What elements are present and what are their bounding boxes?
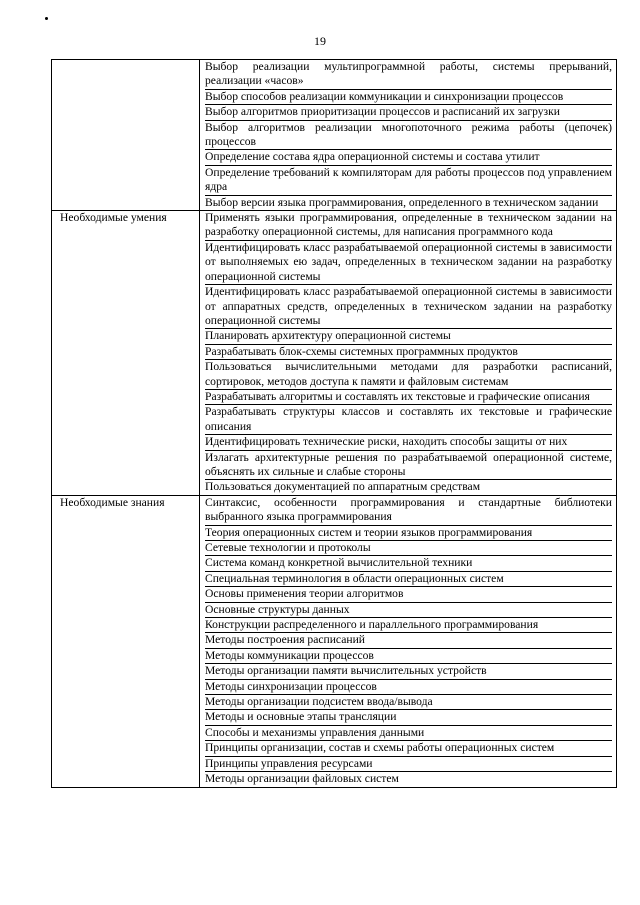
table-row-item: Способы и механизмы управления данными [205,725,612,740]
table-row-item: Выбор способов реализации коммуникации и синхронизации процессов [205,89,612,104]
table-row-item: Определение требований к компиляторам для работы процессов под управлением ядра [205,165,612,194]
table-row-item: Сетевые технологии и протоколы [205,540,612,555]
table-row-item: Идентифицировать класс разрабатываемой операционной системы в зависимости от выполняемых ею задач, определенных в техническом задании на разработку операционной системы [205,240,612,283]
table-row-item: Теория операционных систем и теории языков программирования [205,525,612,540]
requirements-table [51,59,617,788]
table-row-item: Выбор реализации мультипрограммной работы, системы прерываний, реализации «часов» [205,60,612,88]
scan-dot [45,17,48,20]
section-label: Необходимые знания [52,495,200,787]
table-row-item: Выбор алгоритмов приоритизации процессов и расписаний их загрузки [205,104,612,119]
table-row-item: Пользоваться вычислительными методами для разработки расписаний, сортировок, методов доступа к памяти и файловым системам [205,360,612,388]
section-items [200,60,617,211]
section-label: Необходимые умения [52,211,200,496]
section-row [52,495,617,787]
page-number: 19 [314,34,326,48]
table-row-item: Принципы управления ресурсами [205,756,612,771]
table-row-item: Основы применения теории алгоритмов [205,586,612,601]
table-row-item: Идентифицировать технические риски, находить способы защиты от них [205,434,612,449]
table-row-item: Методы синхронизации процессов [205,679,612,694]
table-row-item: Методы организации файловых систем [205,771,612,786]
table-row-item: Планировать архитектуру операционной системы [205,328,612,343]
table-row-item: Методы и основные этапы трансляции [205,709,612,724]
table-row-item: Конструкции распределенного и параллельного программирования [205,617,612,632]
table-row-item: Разрабатывать структуры классов и составлять их текстовые и графические описания [205,405,612,433]
table-row-item: Методы построения расписаний [205,632,612,647]
table-row-item: Методы организации памяти вычислительных устройств [205,663,612,678]
table-row-item: Выбор версии языка программирования, определенного в техническом задании [205,195,612,210]
table-row-item: Пользоваться документацией по аппаратным средствам [205,479,612,494]
table-row-item: Идентифицировать класс разрабатываемой операционной системы в зависимости от аппаратных средств, определенных в техническом задании на разработку операционной системы [205,285,612,327]
section-label [52,60,200,211]
table-row-item: Выбор алгоритмов реализации многопоточного режима работы (цепочек) процессов [205,120,612,149]
table-row-item: Система команд конкретной вычислительной техники [205,555,612,570]
table-row-item: Применять языки программирования, определенные в техническом задании на разработку операционной системы, для написания программного кода [205,211,612,239]
section-row [52,60,617,211]
table-row-item: Методы коммуникации процессов [205,648,612,663]
table-row-item: Основные структуры данных [205,602,612,617]
table-row-item: Принципы организации, состав и схемы работы операционных систем [205,740,612,755]
table-row-item: Разрабатывать блок-схемы системных программных продуктов [205,344,612,359]
section-items [200,211,617,496]
section-items [200,495,617,787]
table-row-item: Специальная терминология в области операционных систем [205,571,612,586]
section-row [52,211,617,496]
table-row-item: Синтаксис, особенности программирования и стандартные библиотеки выбранного языка программирования [205,495,612,524]
table-row-item: Методы организации подсистем ввода/вывода [205,694,612,709]
table-row-item: Определение состава ядра операционной системы и состава утилит [205,149,612,164]
table-row-item: Излагать архитектурные решения по разрабатываемой операционной системе, объяснять их сильные и слабые стороны [205,450,612,478]
table-row-item: Разрабатывать алгоритмы и составлять их текстовые и графические описания [205,389,612,404]
